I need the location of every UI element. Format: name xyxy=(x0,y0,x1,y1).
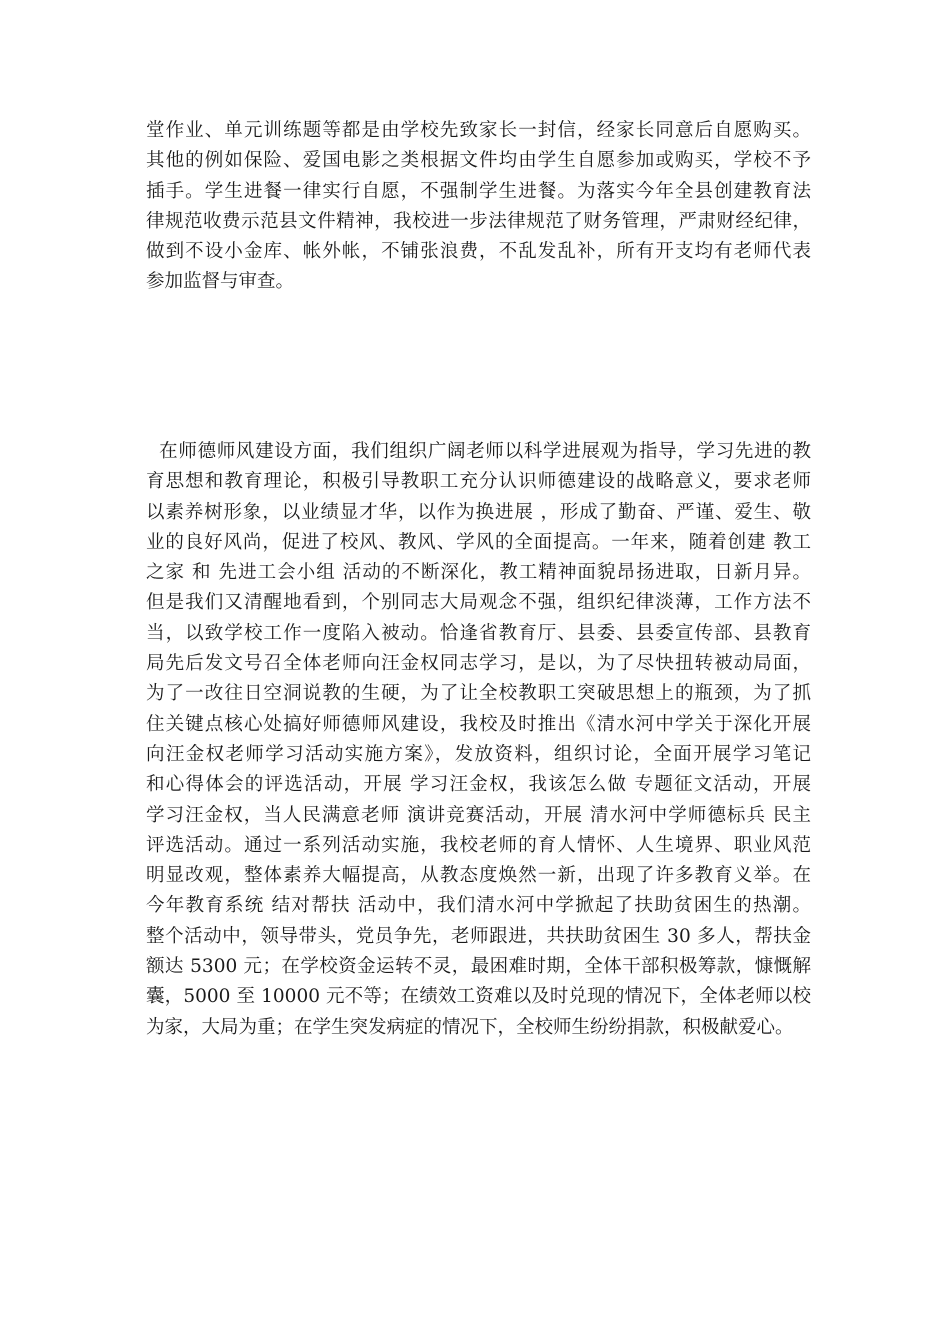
paragraph-finance xyxy=(146,116,811,298)
text-line: 局先后发文号召全体老师向汪金权同志学习，是以，为了尽快扭转被动局面， xyxy=(146,653,811,675)
text-line: 堂作业、单元训练题等都是由学校先致家长一封信，经家长同意后自愿购买。 xyxy=(146,120,811,141)
text-line: 今年教育系统 结对帮扶 活动中，我们清水河中学掀起了扶助贫困生的热潮。 xyxy=(146,895,811,917)
text-line: 插手。学生进餐一律实行自愿，不强制学生进餐。为落实今年全县创建教育法 xyxy=(146,180,811,202)
text-line: 在师德师风建设方面，我们组织广阔老师以科学进展观为指导，学习先进的教 xyxy=(146,441,811,462)
text-line: 评选活动。通过一系列活动实施，我校老师的育人情怀、人生境界、职业风范 xyxy=(146,834,811,856)
text-line: 学习汪金权，当人民满意老师 演讲竞赛活动，开展 清水河中学师德标兵 民主 xyxy=(146,804,811,826)
text-line: 参加监督与审查。 xyxy=(146,271,295,293)
text-line: 育思想和教育理论，积极引导教职工充分认识师德建设的战略意义，要求老师 xyxy=(146,471,811,493)
text-line: 向汪金权老师学习活动实施方案》，发放资料，组织讨论，全面开展学习笔记 xyxy=(146,743,811,765)
text-line: 当，以致学校工作一度陷入被动。恰逢省教育厅、县委、县委宣传部、县教育 xyxy=(146,622,811,644)
text-line: 做到不设小金库、帐外帐，不铺张浪费，不乱发乱补，所有开支均有老师代表 xyxy=(146,241,811,263)
text-line: 为了一改往日空洞说教的生硬，为了让全校教职工突破思想上的瓶颈，为了抓 xyxy=(146,683,811,705)
text-line: 其他的例如保险、爱国电影之类根据文件均由学生自愿参加或购买，学校不予 xyxy=(146,150,811,172)
text-line: 业的良好风尚，促进了校风、教风、学风的全面提高。一年来，随着创建 教工 xyxy=(146,531,811,553)
text-line: 整个活动中，领导带头，党员争先，老师跟进，共扶助贫困生 30 多人，帮扶金 xyxy=(146,925,811,947)
text-line: 为家，大局为重；在学生突发病症的情况下，全校师生纷纷捐款，积极献爱心。 xyxy=(146,1016,794,1038)
text-line: 额达 5300 元；在学校资金运转不灵，最困难时期，全体干部积极筹款，慷慨解 xyxy=(146,956,811,978)
text-line: 律规范收费示范县文件精神，我校进一步法律规范了财务管理，严肃财经纪律， xyxy=(146,210,811,232)
paragraph-teacher-ethics xyxy=(146,437,811,1043)
text-line: 囊，5000 至 10000 元不等；在绩效工资难以及时兑现的情况下，全体老师以校 xyxy=(146,986,811,1008)
text-line: 但是我们又清醒地看到，个别同志大局观念不强，组织纪律淡薄，工作方法不 xyxy=(146,592,811,614)
text-line: 以素养树形象，以业绩显才华，以作为换进展 ，形成了勤奋、严谨、爱生、敬 xyxy=(146,501,811,523)
text-line: 住关键点核心处搞好师德师风建设，我校及时推出《清水河中学关于深化开展 xyxy=(146,713,811,735)
text-line: 之家 和 先进工会小组 活动的不断深化，教工精神面貌昂扬进取，日新月异。 xyxy=(146,562,811,584)
text-line: 和心得体会的评选活动，开展 学习汪金权，我该怎么做 专题征文活动，开展 xyxy=(146,774,811,796)
text-line: 明显改观，整体素养大幅提高，从教态度焕然一新，出现了许多教育义举。在 xyxy=(146,865,811,887)
